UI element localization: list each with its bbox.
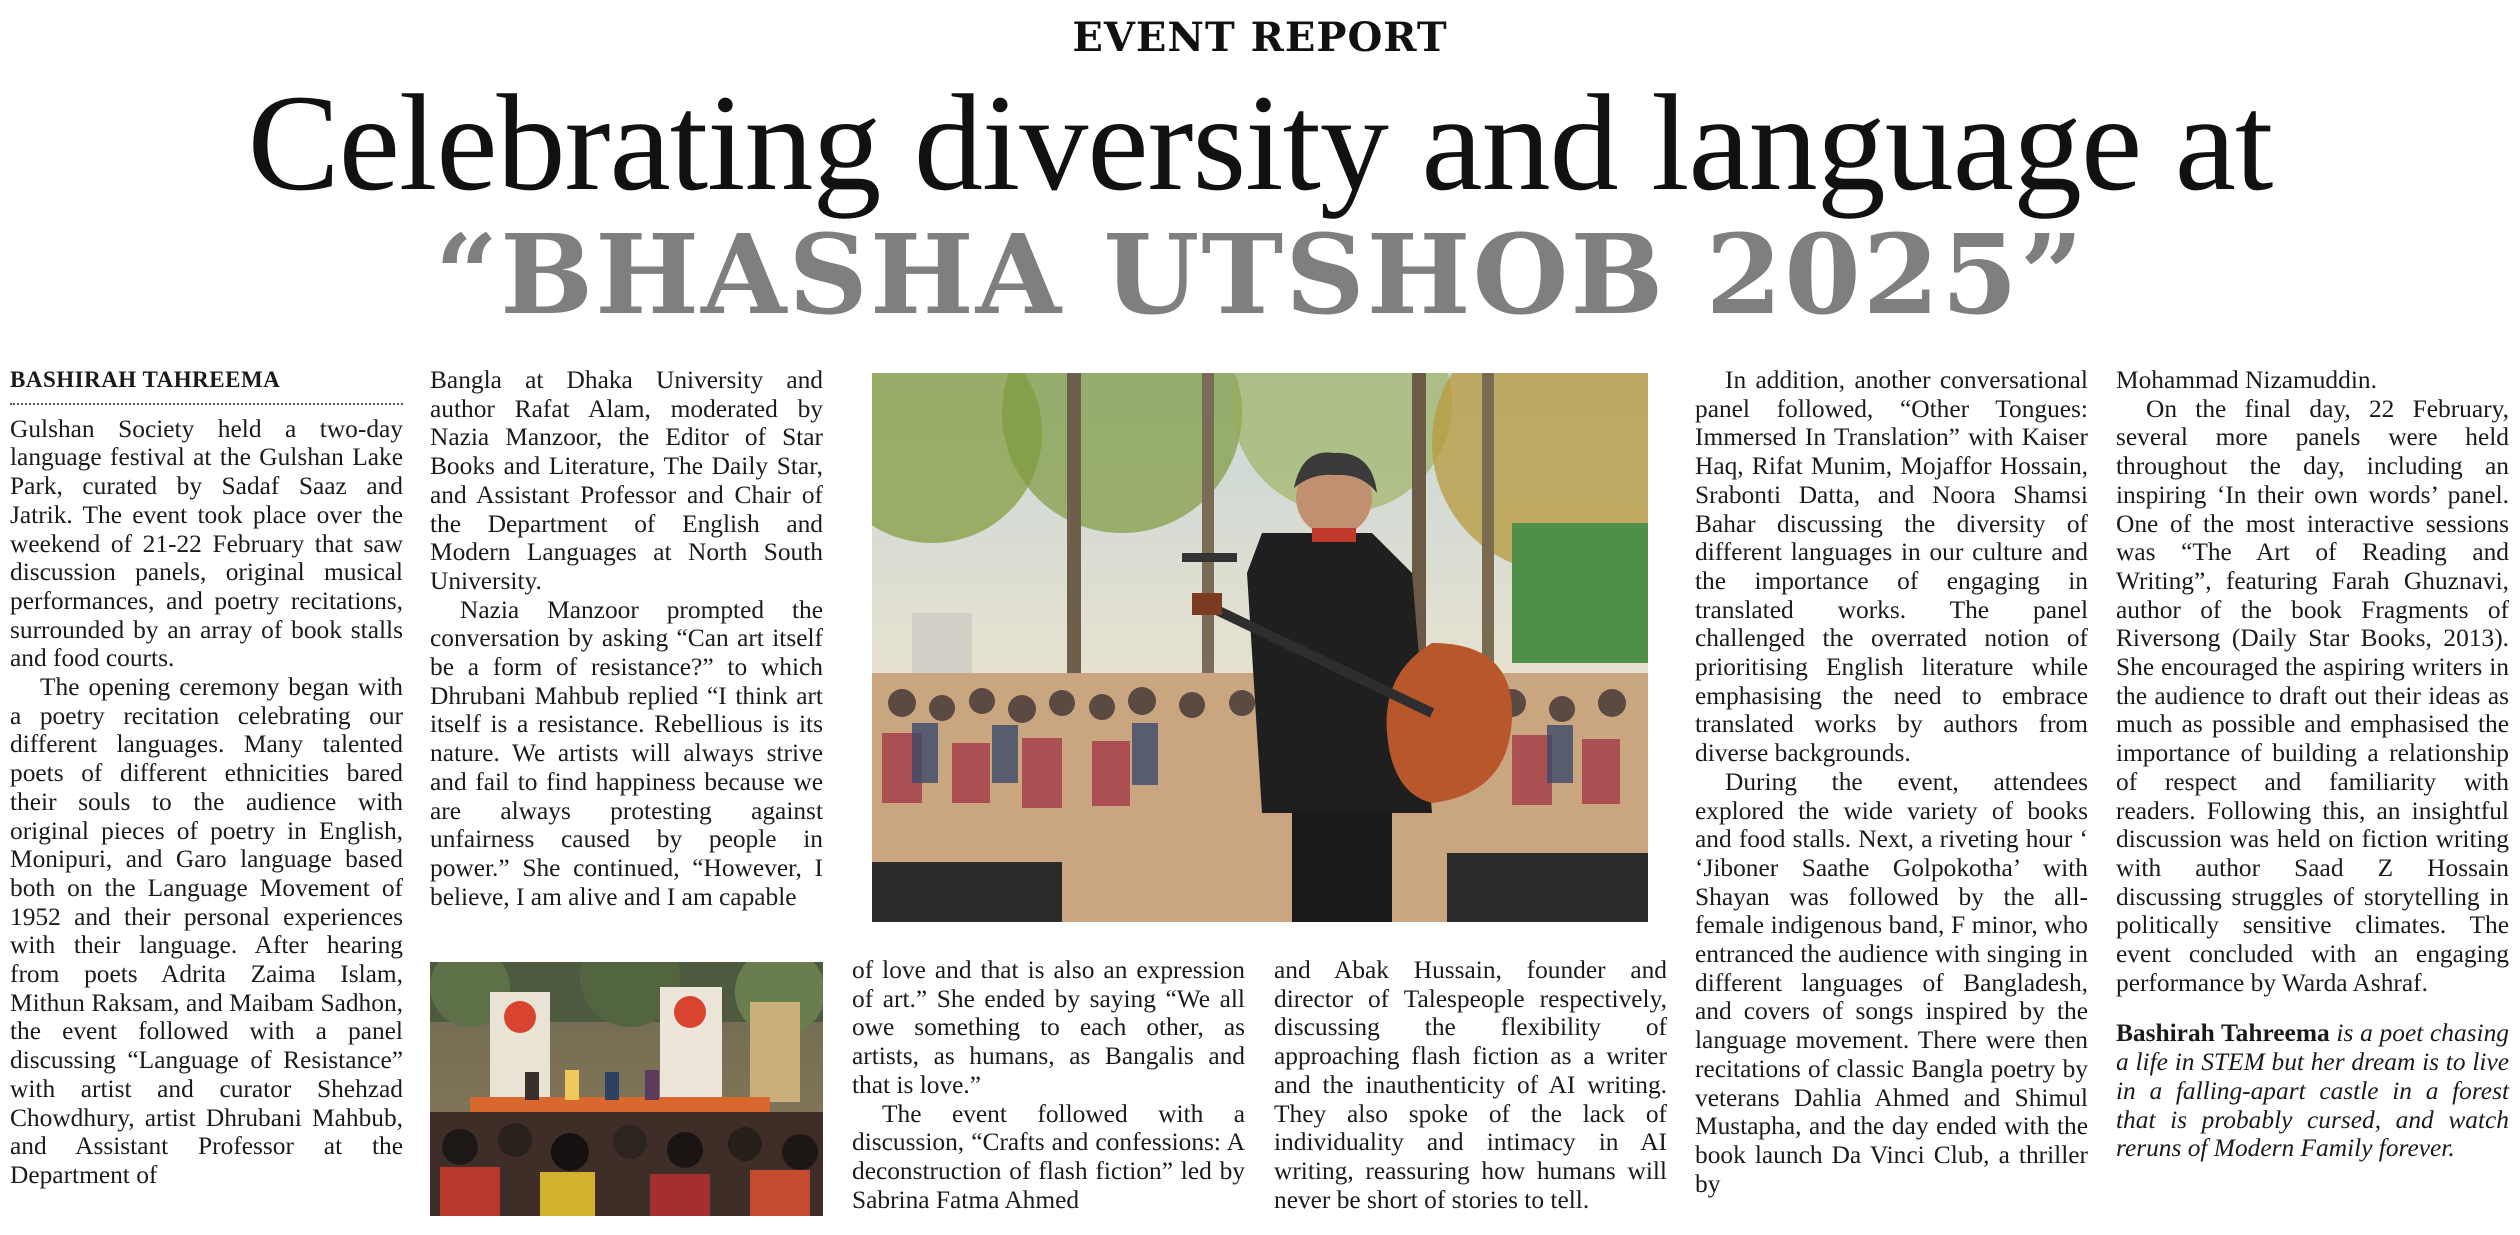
paragraph: On the final day, 22 February, several more panels were held throughout the day, including an inspiring ‘In their own words’ panel. One of the most interactive sessions was “The Art of Reading and Writing”, featuring Farah Ghuznavi, author of the book Fragments of Riversong (Daily Star Books, 2013). She encouraged the aspiring writers in the audience to draft out their ideas as much as possible and emphasised the importance of building a relationship of respect and familiarity with readers. Following this, an insightful discussion was held on fiction writing with author Saad Z Hossain discussing struggles of storytelling in politically sensitive climates. The event concluded with an engaging performance by Warda Ashraf.: [2116, 394, 2509, 997]
column-5: [1695, 366, 2088, 1198]
paragraph: and Abak Hussain, founder and director of Talespeople respectively, discussing the flexibility of approaching flash fiction as a writer and the inauthenticity of AI writing. They also spoke of the lack of individuality and intimacy in AI writing, reassuring how humans will never be short of stories to tell.: [1274, 956, 1667, 1214]
author-bio: [2116, 1019, 2509, 1163]
panel-discussion-photo: [430, 962, 823, 1216]
guitarist-performance-image: [872, 373, 1648, 922]
paragraph: The event followed with a discussion, “Crafts and confessions: A deconstruction of flash fiction” led by Sabrina Fatma Ahmed: [852, 1099, 1245, 1214]
byline: BASHIRAH TAHREEMA: [10, 366, 403, 405]
author-bio-text: is a poet chasing a life in STEM but her dream is to live in a falling-apart castle in a forest that is probably cursed, and watch reruns of Modern Family forever.: [2116, 1019, 2509, 1163]
author-name: Bashirah Tahreema: [2116, 1019, 2330, 1048]
section-label: EVENT REPORT: [1072, 14, 1448, 61]
subheadline: “BHASHA UTSHOB 2025”: [434, 210, 2086, 339]
paragraph: of love and that is also an expression of art.” She ended by saying “We all owe something to each other, as artists, as humans, as Bangalis and that is love.”: [852, 956, 1245, 1099]
column-3: [852, 956, 1245, 1214]
paragraph: In addition, another conversational panel followed, “Other Tongues: Immersed In Translation” with Kaiser Haq, Rifat Munim, Mojaffor Hossain, Srabonti Datta, and Noora Shamsi Bahar discussing the diversity of different languages in our culture and the importance of engaging in translated works. The panel challenged the overrated notion of prioritising English literature while emphasising the need to embrace translated works by authors from diverse backgrounds.: [1695, 366, 2088, 768]
panel-discussion-image: [430, 962, 823, 1216]
headline: Celebrating diversity and language at: [247, 66, 2273, 219]
guitarist-photo: [872, 373, 1648, 922]
paragraph: Bangla at Dhaka University and author Rafat Alam, moderated by Nazia Manzoor, the Editor of Star Books and Literature, The Daily Star, and Assistant Professor and Chair of the Department of English and Modern Languages at North South University.: [430, 366, 823, 595]
column-4: [1274, 956, 1667, 1214]
paragraph: Nazia Manzoor prompted the conversation by asking “Can art itself be a form of resistance?” to which Dhrubani Mahbub replied “I think art itself is a resistance. Rebellious is its nature. We artists will always strive and fail to find happiness because we are always protesting against unfairness caused by people in power.” She continued, “However, I believe, I am alive and I am capable: [430, 595, 823, 911]
column-2: [430, 366, 823, 932]
paragraph: Gulshan Society held a two-day language festival at the Gulshan Lake Park, curated by Sadaf Saaz and Jatrik. The event took place over the weekend of 21-22 February that saw discussion panels, original musical performances, and poetry recitations, surrounded by an array of book stalls and food courts.: [10, 414, 403, 673]
column-6: [2116, 366, 2509, 1163]
column-1: [10, 366, 403, 1190]
paragraph: The opening ceremony began with a poetry recitation celebrating our different languages. Many talented poets of different ethnicities bared their souls to the audience with original pieces of poetry in English, Monipuri, and Garo language based both on the Language Movement of 1952 and their personal experiences with their language. After hearing from poets Adrita Zaima Islam, Mithun Raksam, and Maibam Sadhon, the event followed with a panel discussing “Language of Resistance” with artist and curator Shehzad Chowdhury, artist Dhrubani Mahbub, and Assistant Professor at the Department of: [10, 673, 403, 1189]
paragraph: During the event, attendees explored the wide variety of books and food stalls. Next, a riveting hour ‘ ‘Jiboner Saathe Golpokotha’ with Shayan was followed by the all-female indigenous band, F minor, who entranced the audience with singing in different languages of Bangladesh, and covers of songs inspired by the language movement. There were then recitations of classic Bangla poetry by veterans Dahlia Ahmed and Shimul Mustapha, and the day ended with the book launch Da Vinci Club, a thriller by: [1695, 767, 2088, 1198]
paragraph: Mohammad Nizamuddin.: [2116, 366, 2377, 394]
